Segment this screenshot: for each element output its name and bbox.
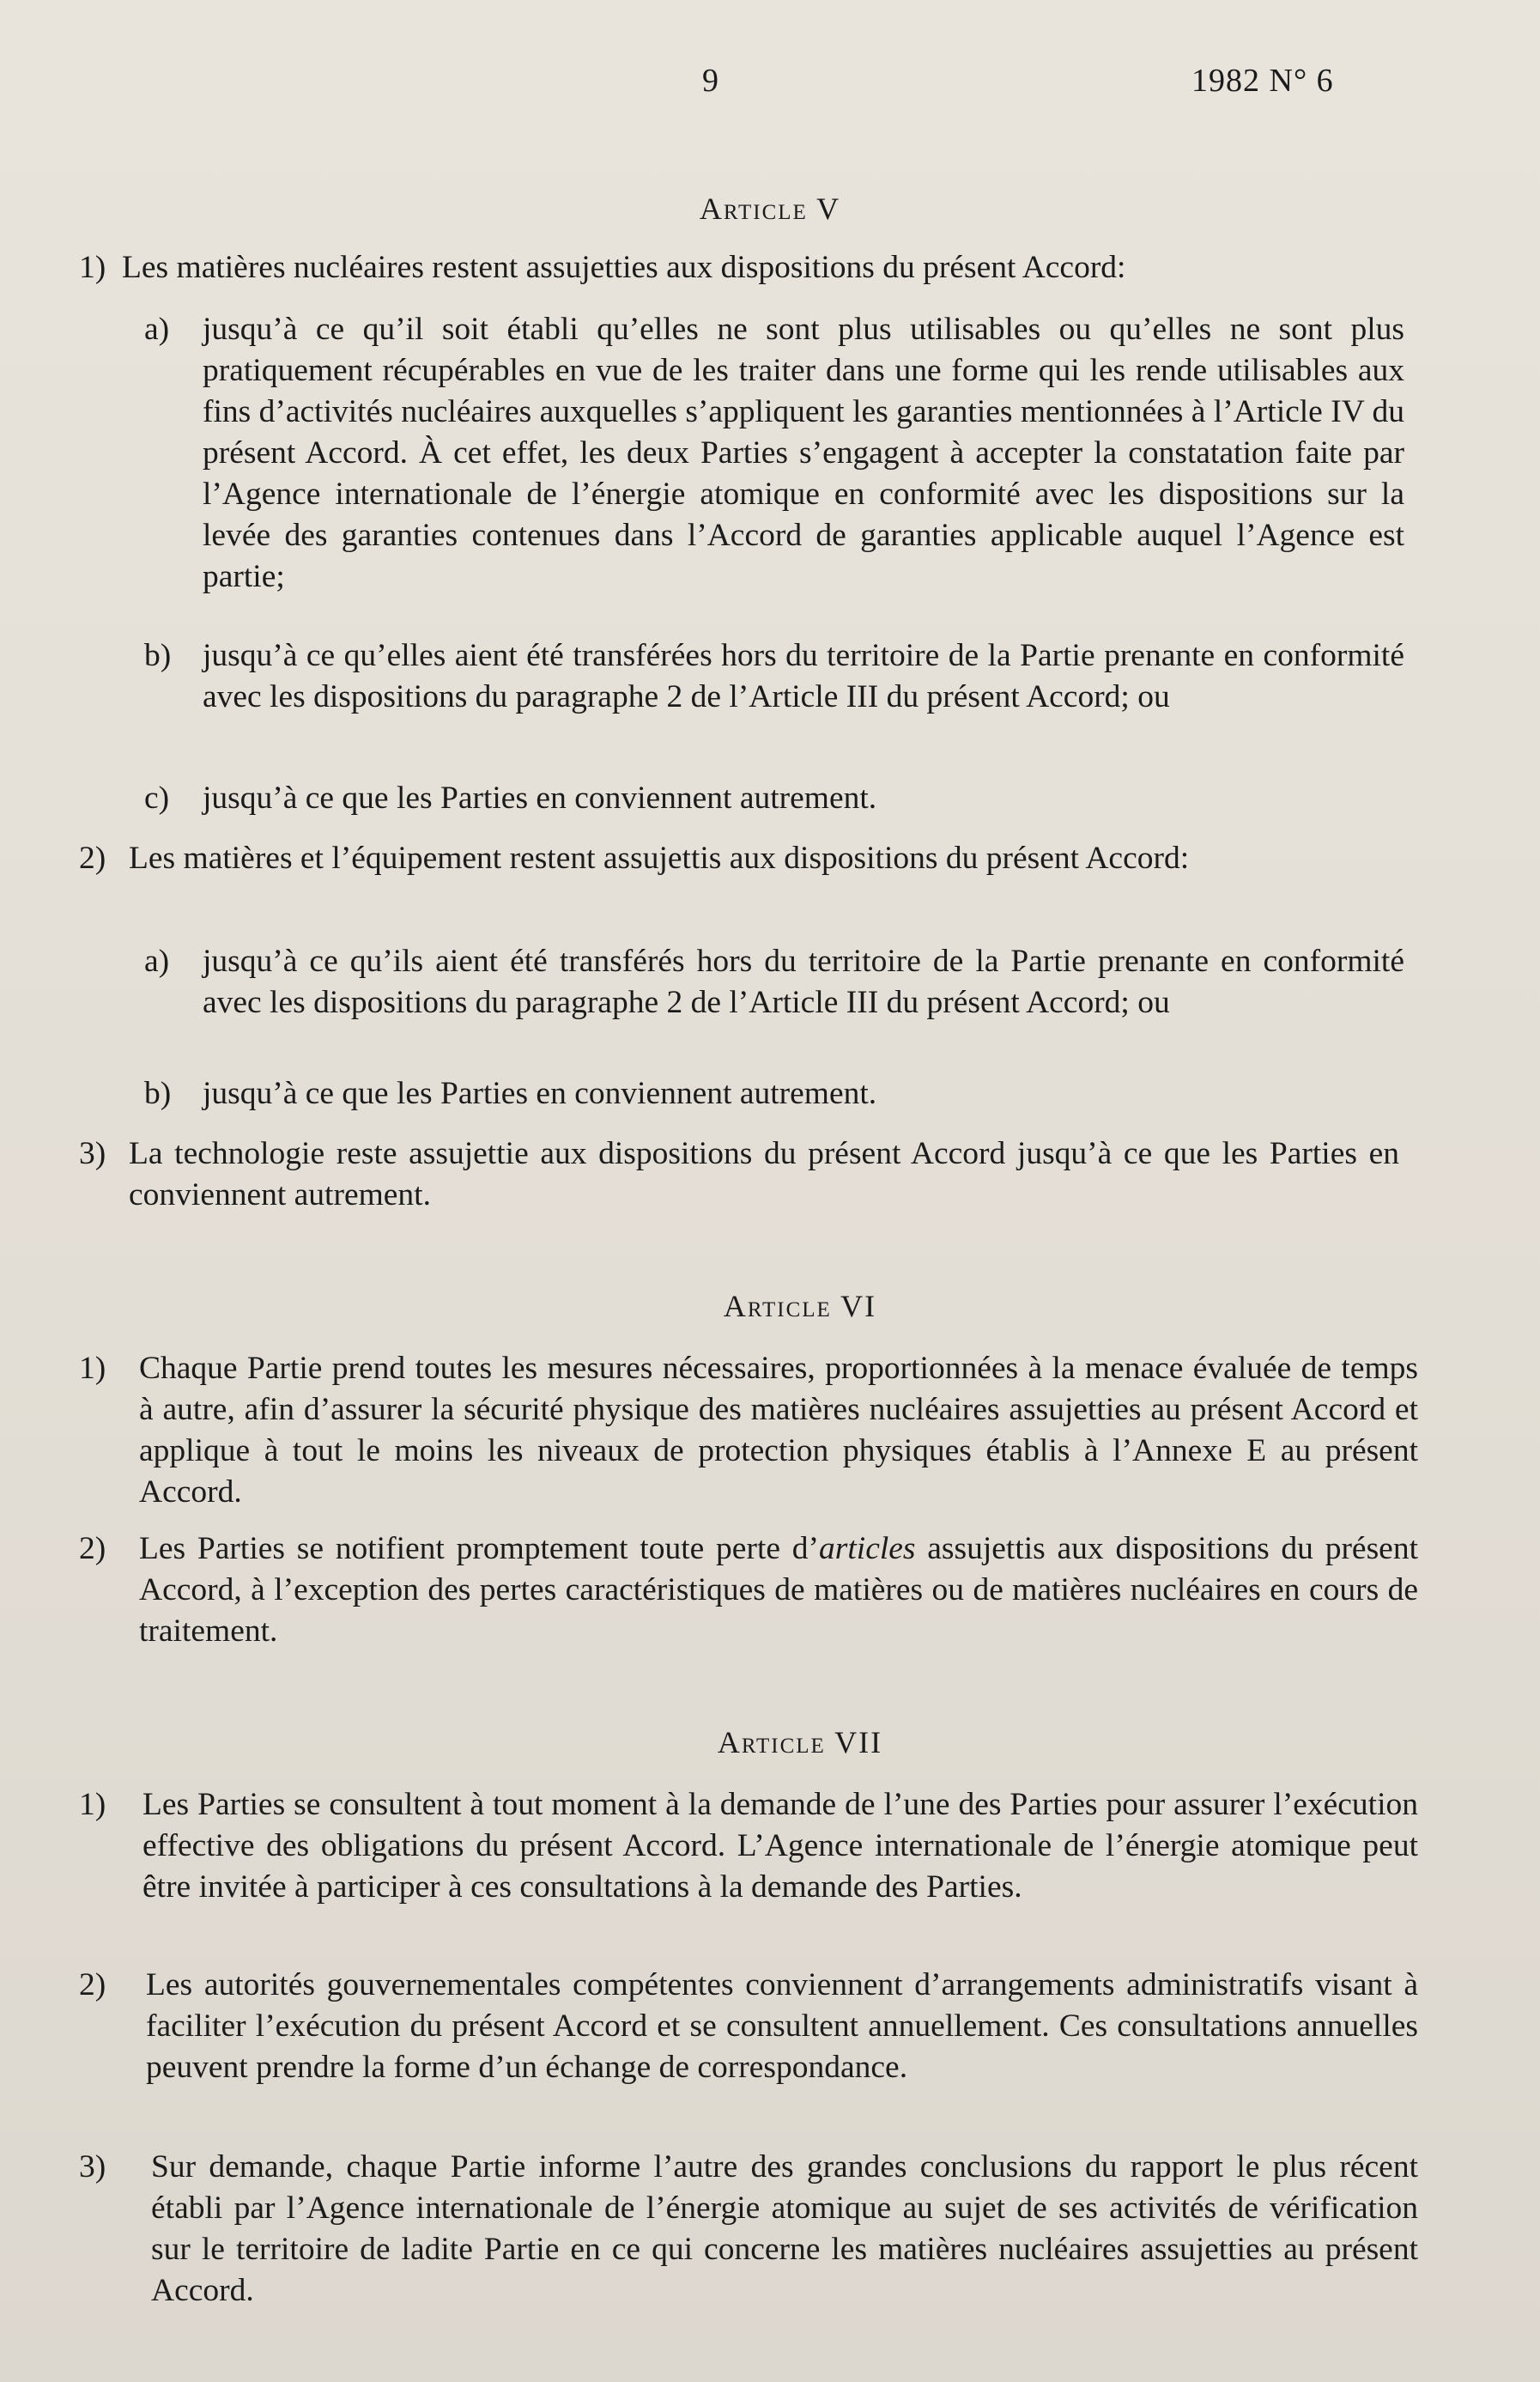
article-v-para-1-text: Les matières nucléaires restent assujetties aux dispositions du présent Accord: <box>122 250 1126 285</box>
page-number: 9 <box>702 63 718 99</box>
article-vi-para-2-number: 2) <box>79 1531 106 1566</box>
article-v-para-2-b-text: jusqu’à ce que les Parties en conviennent autrement. <box>203 1076 877 1111</box>
page-header <box>0 62 1540 113</box>
article-vi-para-1-number: 1) <box>79 1351 106 1386</box>
article-vii-para-1-number: 1) <box>79 1787 106 1822</box>
article-vii-para-1-text: Les Parties se consultent à tout moment à la demande de l’une des Parties pour assurer l’exécution effective des obligations du présent Accord. L’Agence internationale de l’énergie atomique peut être invitée à participer à ces consultations à la demande des Parties. <box>142 1787 1418 1905</box>
article-vii-para-3-number: 3) <box>79 2149 106 2185</box>
article-v-para-3-text: La technologie reste assujettie aux dispositions du présent Accord jusqu’à ce que les Parties en conviennent autrement. <box>129 1136 1399 1212</box>
document-reference: 1982 N° 6 <box>1191 63 1334 99</box>
article-v-para-2-a-text: jusqu’à ce qu’ils aient été transférés hors du territoire de la Partie prenante en conformité avec les dispositions du paragraphe 2 de l’Article III du présent Accord; ou <box>203 944 1404 1020</box>
article-vi-para-2-text-end: assujettis aux dispositions du présent Accord, à l’exception des pertes caractéristiques de matières ou de matières nucléaires en cours de traitement. <box>139 1531 1418 1649</box>
article-v-para-1-c-text: jusqu’à ce que les Parties en conviennent autrement. <box>203 781 877 816</box>
article-v-heading: Article V <box>699 191 841 226</box>
article-vii-para-3-text: Sur demande, chaque Partie informe l’autre des grandes conclusions du rapport le plus récent établi par l’Agence internationale de l’énergie atomique au sujet de ses activités de vérification sur le territoire de ladite Partie en ce qui concerne les matières nucléaires assujetties au présent Accord. <box>151 2149 1418 2308</box>
article-v-para-2-number: 2) <box>79 841 106 876</box>
article-v-para-2-b-label: b) <box>144 1076 172 1111</box>
article-v-para-1-b-label: b) <box>144 638 172 673</box>
article-v-para-3-number: 3) <box>79 1136 106 1171</box>
article-v-para-1-number: 1) <box>79 250 106 285</box>
article-v-para-1-a-label: a) <box>144 312 170 347</box>
article-vii-para-2-text: Les autorités gouvernementales compétentes conviennent d’arrangements administratifs visant à faciliter l’exécution du présent Accord et se consultent annuellement. Ces consultations annuelles peuvent prendre la forme d’un échange de correspondance. <box>146 1967 1418 2085</box>
article-vi-para-2-text-start: Les Parties se notifient promptement toute perte d’ <box>139 1531 820 1566</box>
article-v-para-1-b-text: jusqu’à ce qu’elles aient été transférées hors du territoire de la Partie prenante en conformité avec les dispositions du paragraphe 2 de l’Article III du présent Accord; ou <box>203 638 1404 714</box>
article-v-para-2-a-label: a) <box>144 944 170 979</box>
article-vi-heading: Article VI <box>723 1289 877 1323</box>
article-vi-para-2-italic-term: articles <box>819 1531 916 1566</box>
article-v-para-2-text: Les matières et l’équipement restent assujettis aux dispositions du présent Accord: <box>129 841 1190 876</box>
article-vi-para-2-text <box>139 1528 1418 1652</box>
article-vii-para-2-number: 2) <box>79 1967 106 2002</box>
article-v-para-1-a-text: jusqu’à ce qu’il soit établi qu’elles ne sont plus utilisables ou qu’elles ne sont plus pratiquement récupérables en vue de les traiter dans une forme qui les rende utilisables aux fins d’activités nucléaires auxquelles s’appliquent les garanties mentionnées à l’Article IV du présent Accord. À cet effet, les deux Parties s’engagent à accepter la constatation faite par l’Agence internationale de l’énergie atomique en conformité avec les dispositions sur la levée des garanties contenues dans l’Accord de garanties applicable auquel l’Agence est partie; <box>203 312 1404 594</box>
article-vii-heading: Article VII <box>717 1725 883 1759</box>
article-v-para-1-c-label: c) <box>144 781 170 816</box>
article-vi-para-1-text: Chaque Partie prend toutes les mesures nécessaires, proportionnées à la menace évaluée de temps à autre, afin d’assurer la sécurité physique des matières nucléaires assujetties au présent Accord et applique à tout le moins les niveaux de protection physiques établis à l’Annexe E au présent Accord. <box>139 1351 1418 1510</box>
